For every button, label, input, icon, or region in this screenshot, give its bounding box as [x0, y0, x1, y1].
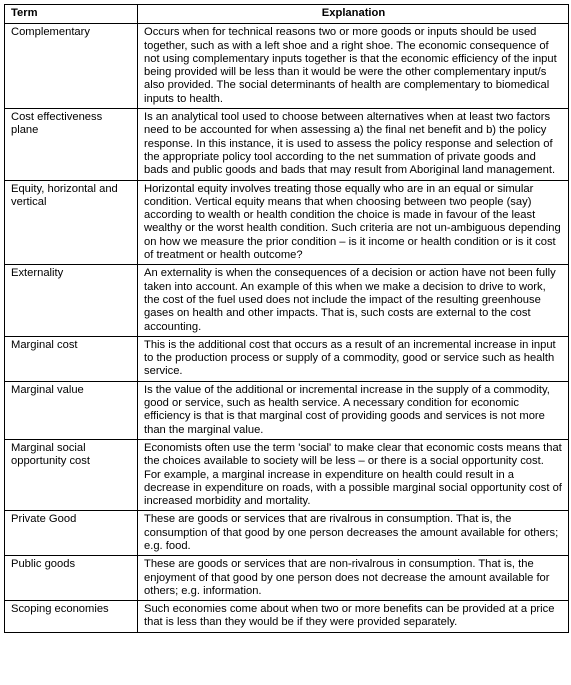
term-cell: Public goods	[5, 556, 138, 601]
table-body	[5, 24, 569, 632]
explanation-cell: Is the value of the additional or incremental increase in the supply of a commodity, good or service, such as health service. A necessary condition for economic efficiency is that is that marginal cost of providing goods and services is not more than the marginal value.	[138, 381, 569, 439]
explanation-cell: Such economies come about when two or more benefits can be provided at a price that is less than they would be if they were provided separately.	[138, 601, 569, 633]
table-row	[5, 180, 569, 265]
table-row	[5, 381, 569, 439]
term-cell: Private Good	[5, 511, 138, 556]
explanation-cell: These are goods or services that are rivalrous in consumption. That is, the consumption of that good by one person decreases the amount available for others; e.g. food.	[138, 511, 569, 556]
term-cell: Marginal cost	[5, 336, 138, 381]
explanation-cell: Is an analytical tool used to choose between alternatives when at least two factors need to be accounted for when assessing a) the final net benefit and b) the policy response. In this instance, it is used to assess the policy response and selection of the appropriate policy tool according to the net summation of private goods and bads and public goods and bads that may result from Aboriginal land management.	[138, 109, 569, 180]
table-row	[5, 601, 569, 633]
explanation-cell: These are goods or services that are non-rivalrous in consumption. That is, the enjoyment of that good by one person does not decrease the amount available for others; e.g. information.	[138, 556, 569, 601]
explanation-cell: Occurs when for technical reasons two or more goods or inputs should be used together, such as with a left shoe and a right shoe. The economic consequence of not using complementary inputs together is that the economic efficiency of the input being provided will be less than it would be were the other complementary input/s also provided. The social determinants of health are complementary to biomedical inputs to health.	[138, 24, 569, 109]
term-cell: Cost effectiveness plane	[5, 109, 138, 180]
explanation-cell: An externality is when the consequences of a decision or action have not been fully taken into account. An example of this when we make a decision to drive to work, the cost of the fuel used does not include the impact of the resulting greenhouse gases on health and other impacts. That is, such costs are external to the cost accounting.	[138, 265, 569, 336]
term-cell: Externality	[5, 265, 138, 336]
table-row	[5, 109, 569, 180]
table-row	[5, 265, 569, 336]
table-row	[5, 24, 569, 109]
term-cell: Equity, horizontal and vertical	[5, 180, 138, 265]
table-row	[5, 336, 569, 381]
table-header	[5, 5, 569, 24]
term-cell: Marginal social opportunity cost	[5, 439, 138, 510]
table-row	[5, 439, 569, 510]
explanation-cell: This is the additional cost that occurs as a result of an incremental increase in input to the production process or supply of a commodity, good or service such as health service.	[138, 336, 569, 381]
term-column-header: Term	[5, 5, 138, 24]
term-cell: Marginal value	[5, 381, 138, 439]
table-row	[5, 556, 569, 601]
explanation-cell: Economists often use the term 'social' to make clear that economic costs means that the choices available to society will be less – or there is a social opportunity cost. For example, a marginal increase in expenditure on health could result in a decrease in expenditure on roads, with a possible marginal social opportunity cost of increased morbidity and mortality.	[138, 439, 569, 510]
term-cell: Complementary	[5, 24, 138, 109]
glossary-table	[4, 4, 569, 633]
explanation-column-header: Explanation	[138, 5, 569, 24]
term-cell: Scoping economies	[5, 601, 138, 633]
table-row	[5, 511, 569, 556]
explanation-cell: Horizontal equity involves treating those equally who are in an equal or simular condition. Vertical equity means that when choosing between two people (say) according to wealth or health condition the choice is made in favour of the least wealthy or the worst health condition. Such criteria are not un-ambiguous depending on how we measure the prior condition – is it income or health condition or is it cost of treatment or health outcome?	[138, 180, 569, 265]
header-row	[5, 5, 569, 24]
